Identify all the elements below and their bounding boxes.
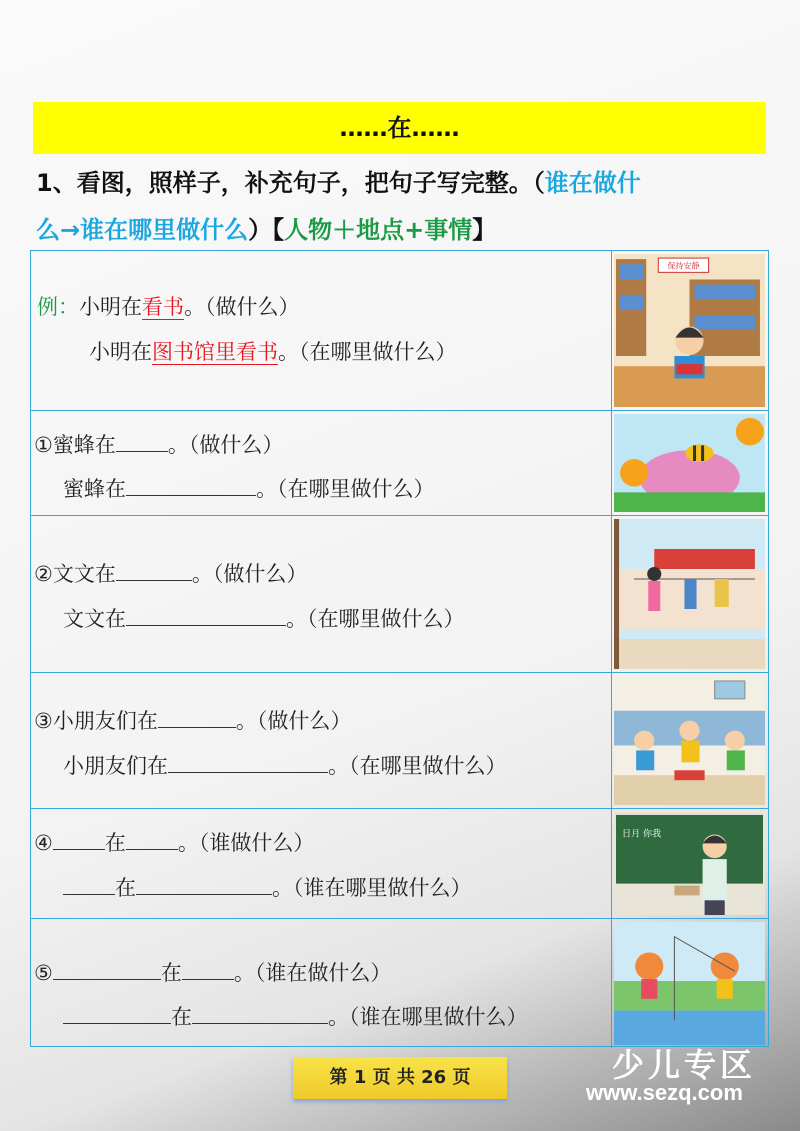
library-illustration (614, 254, 765, 407)
question-4-row (31, 809, 768, 919)
sentence-text: ⑤ (34, 961, 53, 985)
example-label: 例： (37, 295, 79, 319)
instruction-formula: 人物＋地点+事情 (284, 216, 473, 244)
answer-blank[interactable] (126, 477, 256, 496)
teacher-classroom-illustration (614, 812, 765, 915)
question-3-row (31, 673, 768, 809)
bee-flower-illustration (614, 414, 765, 512)
answer-blank[interactable] (126, 831, 178, 850)
sentence-text: ④ (34, 831, 53, 855)
sentence-text: 在 (104, 831, 126, 855)
sentence-hint: 。（在哪里做什么） (328, 754, 507, 778)
sentence-text: 文文在 (63, 607, 126, 631)
sentence-hint: 。（做什么） (167, 433, 284, 457)
sentence-hint: 。（做什么） (184, 295, 300, 319)
watermark-logo: 少儿专区 (612, 1046, 757, 1084)
sentence-text: 小明在 (79, 295, 142, 319)
sentence-text: 小明在 (89, 340, 152, 364)
sentence-hint: 。（谁做什么） (177, 831, 315, 855)
blackboard-text: 日月 你我 (622, 829, 662, 840)
cats-fishing-illustration (614, 922, 765, 1045)
instruction-text: 1、看图，照样子，补充句子，把句子写完整。（ (36, 169, 545, 197)
sentence-text: 在 (160, 961, 182, 985)
sentence-text: 蜜蜂在 (63, 477, 126, 501)
sentence-hint: 。（在哪里做什么） (278, 340, 457, 364)
answer-blank[interactable] (63, 1005, 171, 1024)
sentence-hint: 。（谁在哪里做什么） (272, 876, 472, 900)
sentence-text: ②文文在 (34, 562, 116, 586)
sentence-hint: 。（在哪里做什么） (256, 477, 435, 501)
answer-blank[interactable] (116, 433, 168, 452)
answer-blank[interactable] (182, 961, 234, 980)
sentence-hint: 。（在哪里做什么） (286, 607, 465, 631)
library-sign: 保持安静 (667, 260, 700, 271)
bracket: ）【 (248, 216, 285, 244)
instruction-line-1 (36, 163, 641, 198)
exercise-table (30, 250, 769, 1047)
page-indicator: 第 1 页 共 26 页 (293, 1057, 507, 1099)
answer-blank[interactable] (63, 876, 115, 895)
sentence-text: 在 (171, 1005, 192, 1029)
example-row (31, 251, 768, 411)
question-5-row (31, 919, 768, 1048)
children-playing-illustration (614, 676, 765, 805)
answer-blank[interactable] (192, 1005, 328, 1024)
question-2-row (31, 516, 768, 673)
sentence-hint: 。（做什么） (191, 562, 308, 586)
sentence-text: ①蜜蜂在 (34, 433, 116, 457)
answer-blank[interactable] (53, 961, 161, 980)
example-answer: 图书馆里看书 (152, 340, 278, 364)
instruction-line-2 (36, 210, 496, 245)
sentence-text: 在 (115, 876, 136, 900)
title-banner: ……在…… (33, 102, 766, 154)
sentence-text: 小朋友们在 (63, 754, 168, 778)
answer-blank[interactable] (116, 562, 192, 581)
answer-blank[interactable] (126, 607, 286, 626)
sentence-hint: 。（做什么） (235, 709, 352, 733)
answer-blank[interactable] (136, 876, 272, 895)
bracket: 】 (472, 216, 497, 244)
answer-blank[interactable] (158, 709, 236, 728)
instruction-hint: 么→谁在哪里做什么 (36, 216, 249, 244)
answer-blank[interactable] (53, 831, 105, 850)
question-1-row (31, 411, 768, 516)
answer-blank[interactable] (168, 754, 328, 773)
instruction-hint: 谁在做什 (544, 169, 641, 197)
watermark-url: www.sezq.com (586, 1080, 743, 1105)
sentence-hint: 。（谁在哪里做什么） (328, 1005, 528, 1029)
sentence-hint: 。（谁在做什么） (233, 961, 392, 985)
sentence-text: ③小朋友们在 (34, 709, 158, 733)
example-answer: 看书 (142, 295, 184, 319)
drying-clothes-illustration (614, 519, 765, 669)
